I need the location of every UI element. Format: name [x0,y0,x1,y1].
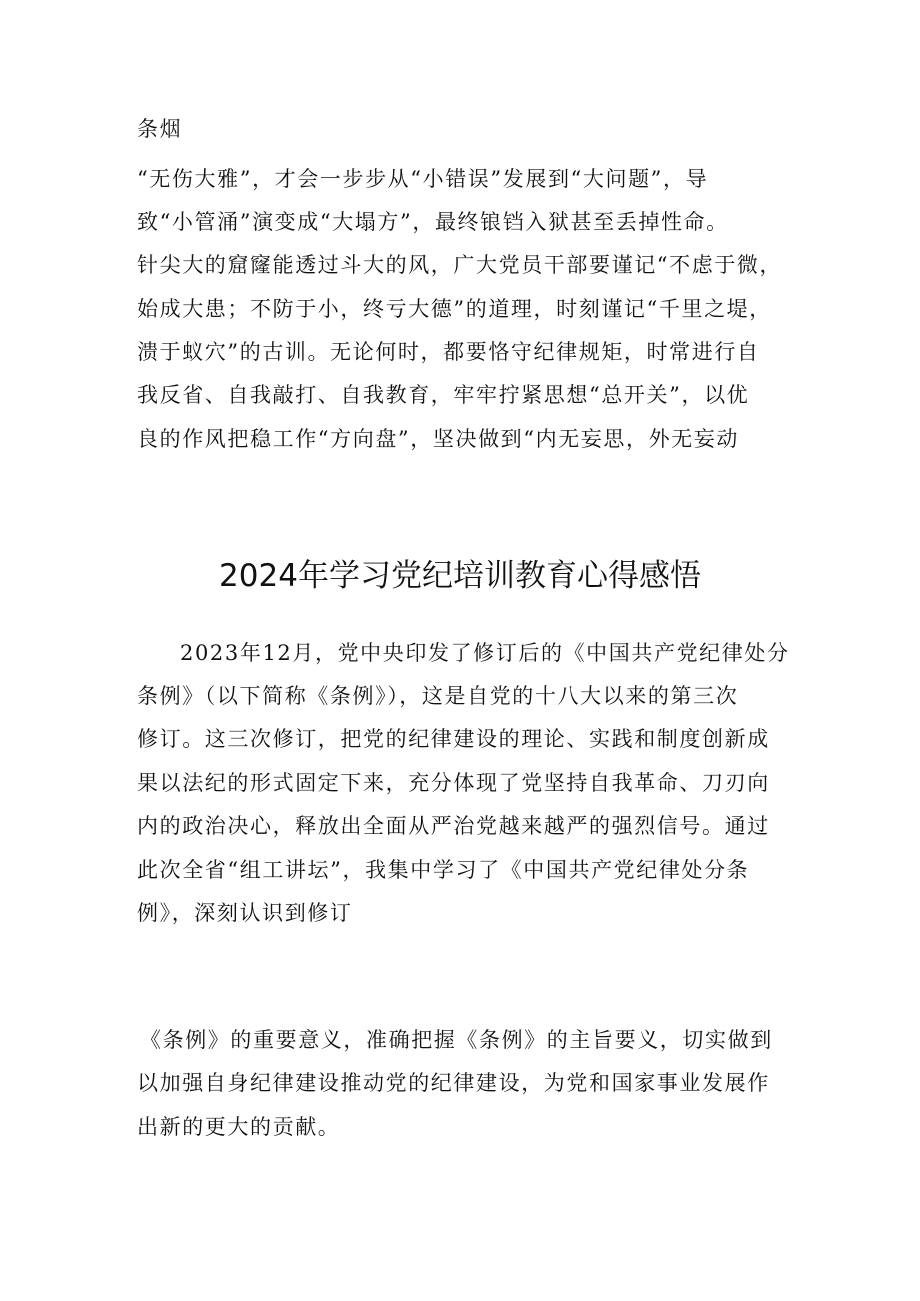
text-line: 条例》（以下简称《条例》），这是自党的十八大以来的第三次 [137,684,739,708]
text-line: 溃于蚁穴”的古训。无论何时，都要恪守纪律规矩，时常进行自 [137,340,760,364]
text-line: 我反省、自我敲打、自我教育，牢牢拧紧思想“总开关”，以优 [137,383,750,407]
text-line: 《条例》的重要意义，准确把握《条例》的主旨要义，切实做到 [140,1028,773,1052]
article-title: 2024年学习党纪培训教育心得感悟 [219,558,701,594]
text-line: “无伤大雅”，才会一步步从“小错误”发展到“大问题”，导 [137,167,709,191]
text-line: 此次全省“组工讲坛”，我集中学习了《中国共产党纪律处分条 [137,858,750,882]
text-line: 始成大患；不防于小，终亏大德”的道理，时刻谨记“千里之堤， [137,297,772,321]
text-line: 针尖大的窟窿能透过斗大的风，广大党员干部要谨记“不虑于微， [137,253,783,277]
text-line: 2023年12月，党中央印发了修订后的《中国共产党纪律处分 [180,641,790,665]
text-line: 例》，深刻认识到修订 [137,901,353,925]
text-line: 以加强自身纪律建设推动党的纪律建设，为党和国家事业发展作 [137,1071,770,1095]
text-line: 致“小管涌”演变成“大塌方”，最终锒铛入狱甚至丢掉性命。 [137,210,729,234]
text-line: 修订。这三次修订，把党的纪律建设的理论、实践和制度创新成 [137,727,770,751]
text-line: 内的政治决心，释放出全面从严治党越来越严的强烈信号。通过 [137,814,770,838]
text-line: 条烟 [137,117,183,141]
text-line: 良的作风把稳工作“方向盘”，坚决做到“内无妄思，外无妄动 [137,427,740,451]
text-line: 出新的更大的贡献。 [137,1115,341,1139]
text-line: 果以法纪的形式固定下来，充分体现了党坚持自我革命、刀刃向 [137,771,770,795]
